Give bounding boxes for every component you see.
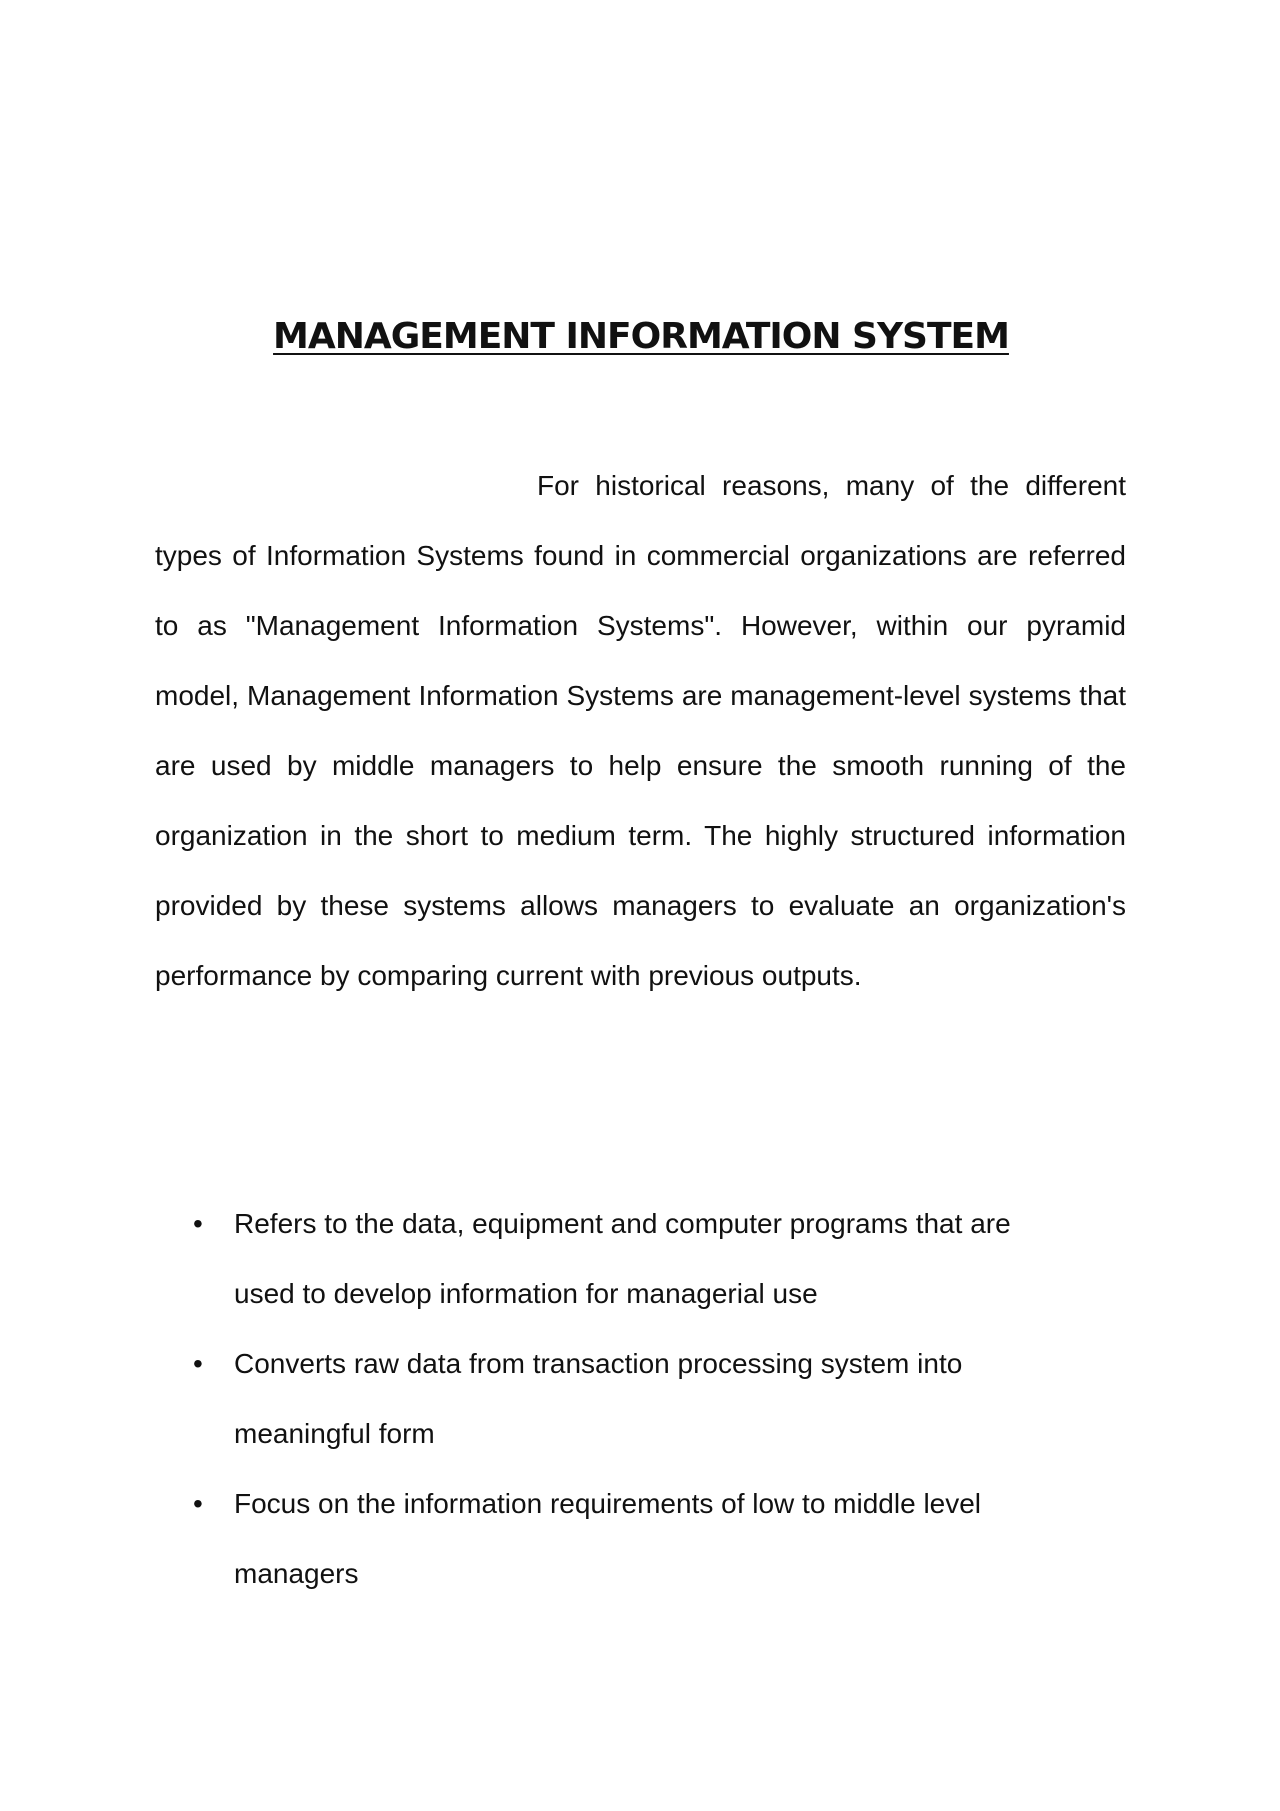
list-item [155,1469,1075,1609]
bullet-list [155,1189,1075,1609]
document-title-text: MANAGEMENT INFORMATION SYSTEM [273,316,1009,357]
document-title [0,316,1280,357]
bullet-icon: • [193,1348,203,1379]
body-paragraph: For historical reasons, many of the different types of Information Systems found in commercial organizations are referred to as "Management Information Systems". However, within our pyramid model, Management Information Systems are management-level systems that are used by middle managers to help ensure the smooth running of the organization in the short to medium term. The highly structured information provided by these systems allows managers to evaluate an organization's performance by comparing current with previous outputs. [155,470,1126,991]
bullet-icon: • [193,1488,203,1519]
list-item-text: Refers to the data, equipment and computer programs that are used to develop information for managerial use [234,1208,1011,1309]
list-item [155,1329,1075,1469]
list-item-text: Converts raw data from transaction processing system into meaningful form [234,1348,963,1449]
list-item [155,1189,1075,1329]
list-item-text: Focus on the information requirements of low to middle level managers [234,1488,982,1589]
bullet-icon: • [193,1208,203,1239]
